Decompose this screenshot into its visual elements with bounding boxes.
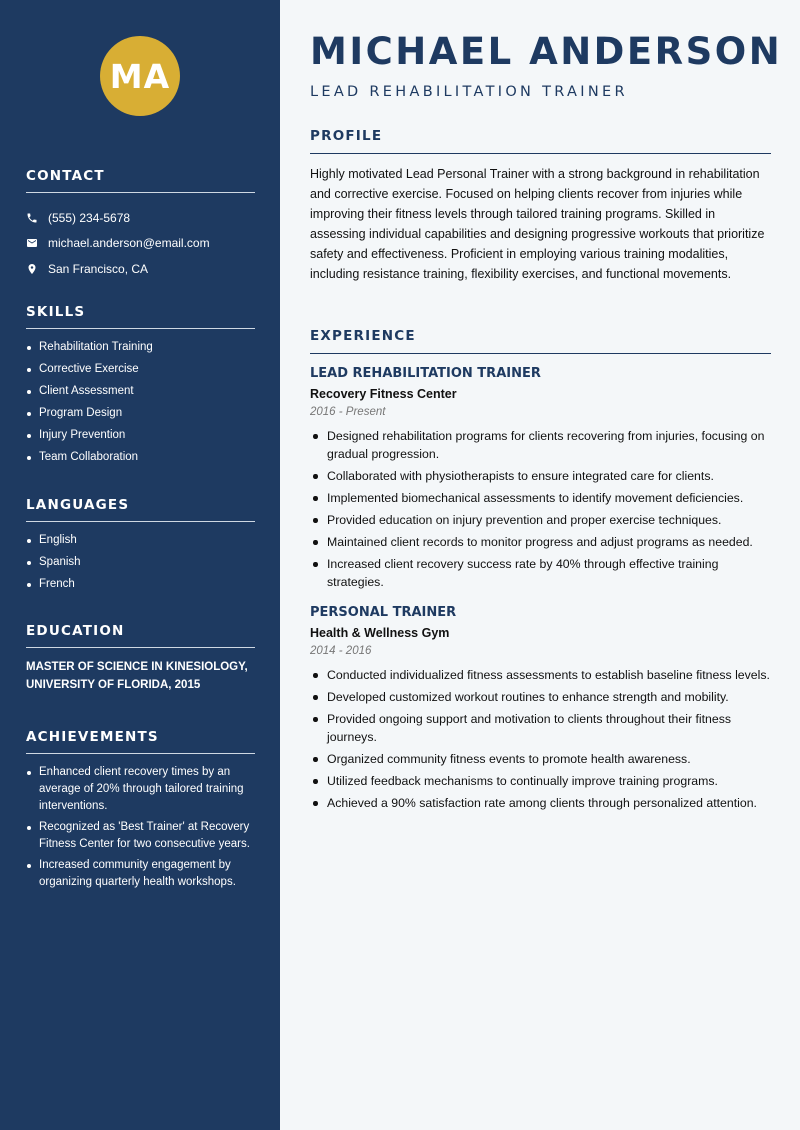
contact-section xyxy=(26,168,255,282)
phone-icon xyxy=(26,212,38,224)
job-bullet: Organized community fitness events to promote health awareness. xyxy=(310,750,771,768)
language-item: English xyxy=(26,532,255,549)
sidebar xyxy=(0,0,280,1130)
job-dates: 2016 - Present xyxy=(310,406,386,418)
job-bullet: Conducted individualized fitness assessments to establish baseline fitness levels. xyxy=(310,666,771,684)
job-company: Health & Wellness Gym xyxy=(310,626,450,640)
achievements-list xyxy=(26,764,255,891)
skill-item: Injury Prevention xyxy=(26,427,255,444)
job-bullets xyxy=(310,666,771,812)
email-icon xyxy=(26,237,38,249)
achievements-heading: ACHIEVEMENTS xyxy=(26,729,255,754)
contact-list xyxy=(26,205,255,282)
contact-heading: CONTACT xyxy=(26,168,255,193)
achievement-item: Increased community engagement by organizing quarterly health workshops. xyxy=(26,857,255,891)
job-dates: 2014 - 2016 xyxy=(310,645,372,657)
job-bullet: Collaborated with physiotherapists to ensure integrated care for clients. xyxy=(310,467,771,485)
profile-heading: PROFILE xyxy=(310,128,771,154)
job-bullet: Provided education on injury prevention and proper exercise techniques. xyxy=(310,511,771,529)
language-item: French xyxy=(26,576,255,593)
languages-section xyxy=(26,497,255,598)
email-text: michael.anderson@email.com xyxy=(48,236,210,251)
job-title: PERSONAL TRAINER xyxy=(310,605,457,620)
candidate-name: MICHAEL ANDERSON xyxy=(310,30,783,73)
job-bullet: Achieved a 90% satisfaction rate among clients through personalized attention. xyxy=(310,794,771,812)
achievement-item: Recognized as 'Best Trainer' at Recovery Fitness Center for two consecutive years. xyxy=(26,819,255,853)
location-pin-icon xyxy=(26,263,38,275)
location-text: San Francisco, CA xyxy=(48,261,149,276)
skill-item: Corrective Exercise xyxy=(26,361,255,378)
job-bullet: Maintained client records to monitor progress and adjust programs as needed. xyxy=(310,533,771,551)
skill-item: Client Assessment xyxy=(26,383,255,400)
experience-section xyxy=(310,328,771,816)
skills-list xyxy=(26,339,255,466)
achievements-section xyxy=(26,729,255,895)
job-title: LEAD REHABILITATION TRAINER xyxy=(310,366,541,381)
contact-phone xyxy=(26,205,255,231)
education-heading: EDUCATION xyxy=(26,623,255,648)
candidate-title: LEAD REHABILITATION TRAINER xyxy=(310,84,628,100)
experience-heading: EXPERIENCE xyxy=(310,328,771,354)
language-item: Spanish xyxy=(26,554,255,571)
education-text: MASTER OF SCIENCE IN KINESIOLOGY, UNIVERSITY OF FLORIDA, 2015 xyxy=(26,661,248,691)
avatar: MA xyxy=(100,36,180,116)
job-bullet: Implemented biomechanical assessments to identify movement deficiencies. xyxy=(310,489,771,507)
education-section xyxy=(26,623,255,694)
skill-item: Program Design xyxy=(26,405,255,422)
job-bullet: Developed customized workout routines to enhance strength and mobility. xyxy=(310,688,771,706)
skills-heading: SKILLS xyxy=(26,304,255,329)
languages-list xyxy=(26,532,255,593)
profile-text: Highly motivated Lead Personal Trainer with a strong background in rehabilitation and corrective exercise. Focused on helping clients recover from injuries while improving their fitness levels through tailored training programs. Skilled in assessing individual capabilities and designing progressive workouts that prioritize safety and effectiveness. Proficient in employing various training modalities, including resistance training, flexibility exercises, and functional movements. xyxy=(310,167,765,281)
contact-email xyxy=(26,231,255,257)
languages-heading: LANGUAGES xyxy=(26,497,255,522)
job-bullet: Utilized feedback mechanisms to continually improve training programs. xyxy=(310,772,771,790)
phone-text: (555) 234-5678 xyxy=(48,210,131,225)
job-bullets xyxy=(310,427,771,591)
profile-section xyxy=(310,128,771,284)
job-bullet: Designed rehabilitation programs for clients recovering from injuries, focusing on gradual progression. xyxy=(310,427,771,463)
job-bullet: Increased client recovery success rate by 40% through effective training strategies. xyxy=(310,555,771,591)
contact-location xyxy=(26,256,255,282)
job-company: Recovery Fitness Center xyxy=(310,387,457,401)
job-entry xyxy=(310,366,771,591)
skills-section xyxy=(26,304,255,471)
skill-item: Team Collaboration xyxy=(26,449,255,466)
job-bullet: Provided ongoing support and motivation to clients throughout their fitness journeys. xyxy=(310,710,771,746)
achievement-item: Enhanced client recovery times by an average of 20% through tailored training interventions. xyxy=(26,764,255,815)
skill-item: Rehabilitation Training xyxy=(26,339,255,356)
job-entry xyxy=(310,605,771,812)
